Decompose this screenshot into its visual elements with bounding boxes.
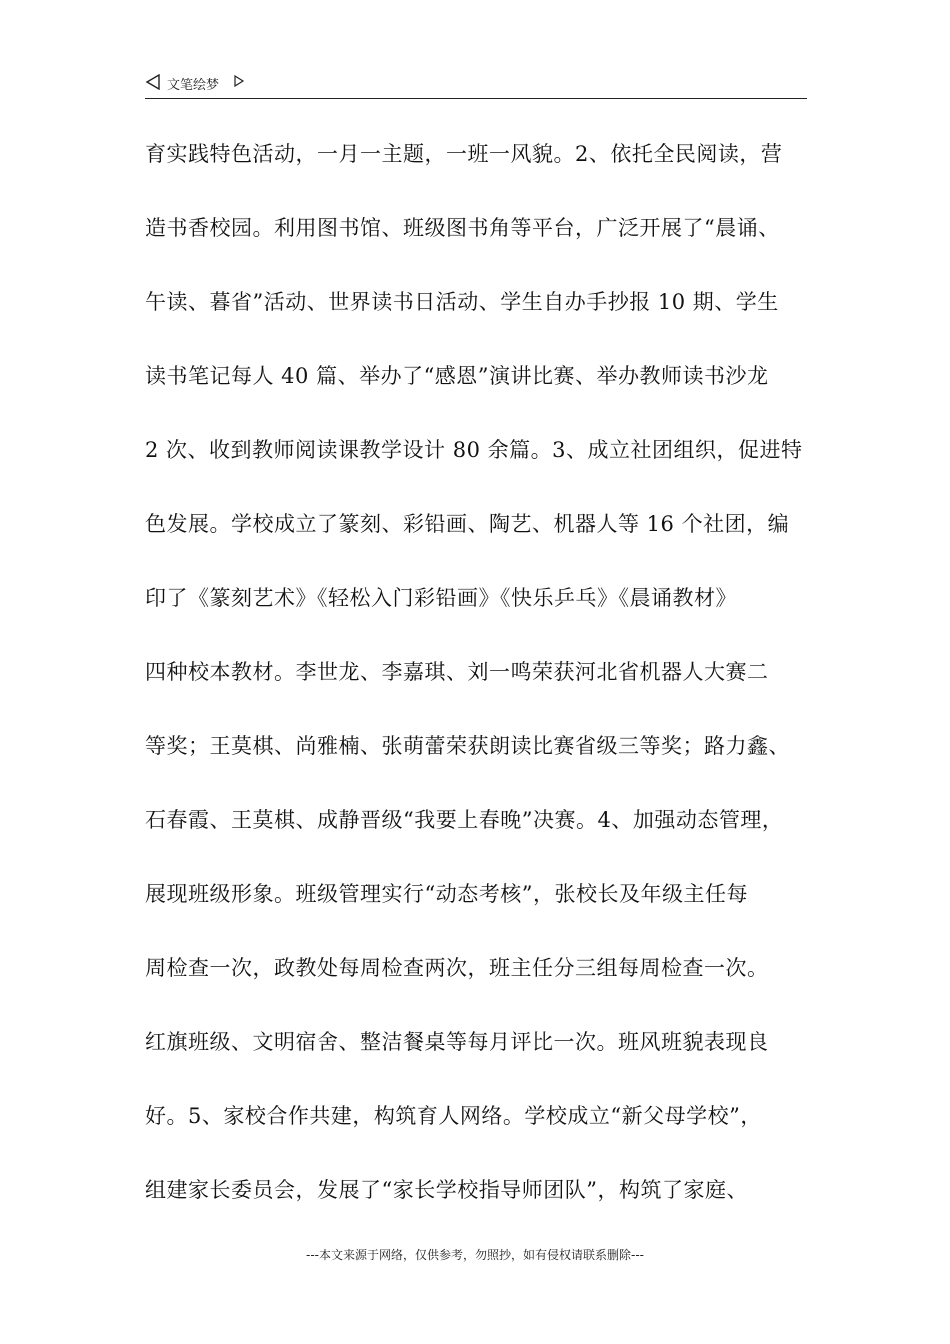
text-line: 造书香校园。利用图书馆、班级图书角等平台，广泛开展了“晨诵、 [145, 216, 780, 240]
text-line: 印了《篆刻艺术》《轻松入门彩铅画》《快乐乒乓》《晨诵教材》 [145, 586, 737, 610]
text-line: 色发展。学校成立了篆刻、彩铅画、陶艺、机器人等 16 个社团，编 [145, 512, 790, 536]
text-line: 红旗班级、文明宿舍、整洁餐桌等每月评比一次。班风班貌表现良 [145, 1030, 769, 1054]
text-line: 石春霞、王莫棋、成静晋级“我要上春晚”决赛。4、加强动态管理， [145, 808, 784, 832]
header-title: 文笔绘梦 [167, 78, 220, 93]
text-line: 育实践特色活动，一月一主题，一班一风貌。2、依托全民阅读，营 [145, 142, 783, 166]
text-line: 午读、暮省”活动、世界读书日活动、学生自办手抄报 10 期、学生 [145, 290, 779, 314]
text-line: 等奖；王莫棋、尚雅楠、张萌蕾荣获朗读比赛省级三等奖；路力鑫、 [145, 734, 790, 758]
text-line: 好。5、家校合作共建，构筑育人网络。学校成立“新父母学校”， [145, 1104, 762, 1128]
text-line: 2 次、收到教师阅读课教学设计 80 余篇。3、成立社团组织，促进特 [145, 438, 803, 462]
document-body [145, 132, 807, 1242]
page-header [145, 72, 807, 99]
triangle-right-icon [233, 75, 245, 87]
text-line: 四种校本教材。李世龙、李嘉琪、刘一鸣荣获河北省机器人大赛二 [145, 660, 769, 684]
footer-disclaimer: ---本文来源于网络，仅供参考，勿照抄，如有侵权请联系删除--- [306, 1248, 644, 1262]
triangle-left-icon [145, 74, 161, 90]
text-line: 组建家长委员会，发展了“家长学校指导师团队”，构筑了家庭、 [145, 1178, 748, 1202]
text-line: 周检查一次，政教处每周检查两次，班主任分三组每周检查一次。 [145, 956, 769, 980]
text-line: 读书笔记每人 40 篇、举办了“感恩”演讲比赛、举办教师读书沙龙 [145, 364, 769, 388]
text-line: 展现班级形象。班级管理实行“动态考核”，张校长及年级主任每 [145, 882, 748, 906]
